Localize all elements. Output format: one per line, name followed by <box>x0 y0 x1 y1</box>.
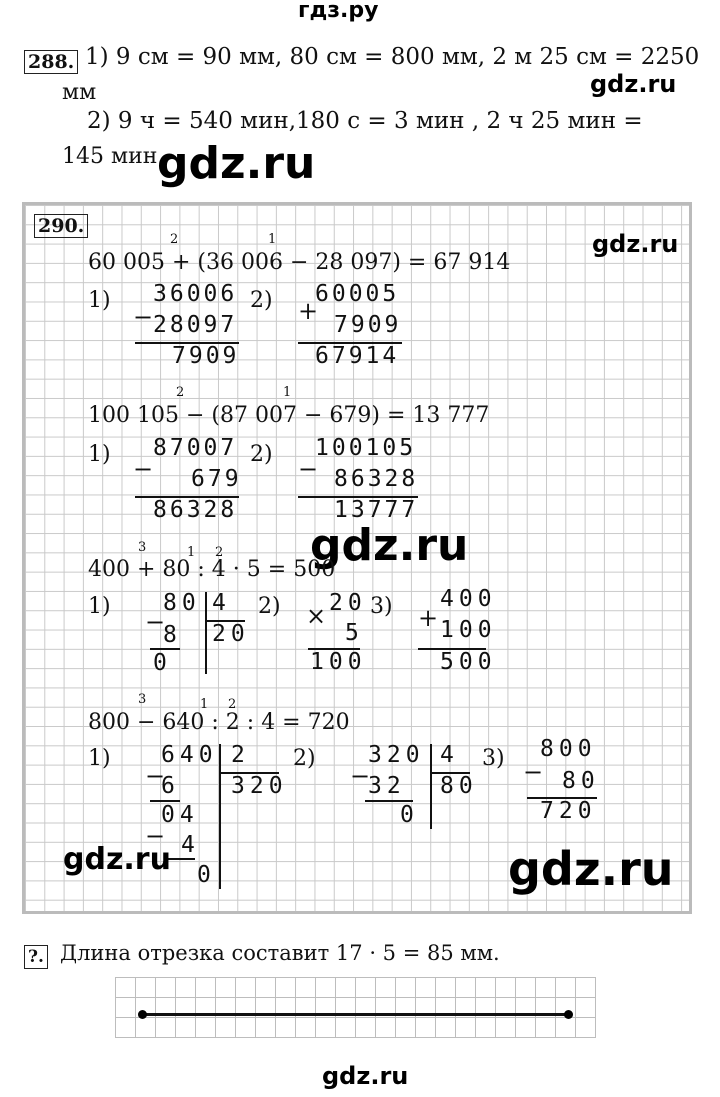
operator-sign: + <box>418 604 439 632</box>
operand: 80 <box>562 768 600 794</box>
step-label: 1) <box>88 746 111 771</box>
task-290-number: 290. <box>34 214 88 238</box>
operator-sign: − <box>145 822 166 850</box>
step-label: 1) <box>88 594 111 619</box>
quotient: 80 <box>440 773 478 799</box>
partial-dividend: 04 <box>161 802 199 828</box>
task-288-line1: 1) 9 см = 90 мм, 80 см = 800 мм, 2 м 25 см = 2250 <box>85 44 700 70</box>
operand: 28097 <box>153 312 238 338</box>
step-label: 2) <box>250 442 273 467</box>
dividend: 320 <box>368 742 425 768</box>
step-label: 2) <box>258 594 281 619</box>
expression-3: 400 + 80 : 4 · 5 = 500 <box>88 557 336 582</box>
dividend: 640 <box>161 742 218 768</box>
subtrahend: 6 <box>161 773 180 799</box>
expression-4: 800 − 640 : 2 : 4 = 720 <box>88 710 350 735</box>
subtrahend: 4 <box>181 832 200 858</box>
watermark: gdz.ru <box>157 138 316 189</box>
step-label: 2) <box>293 746 316 771</box>
remainder: 0 <box>153 650 172 676</box>
division-bar <box>205 592 207 674</box>
order-mark: 2 <box>228 697 237 712</box>
order-mark: 1 <box>200 697 209 712</box>
remainder: 0 <box>197 862 216 888</box>
operator-sign: − <box>145 762 166 790</box>
order-mark: 3 <box>138 692 147 707</box>
task-288-number: 288. <box>24 50 78 74</box>
subtrahend: 32 <box>368 773 406 799</box>
result: 67914 <box>315 343 400 369</box>
operand: 5 <box>345 620 364 646</box>
order-mark: 1 <box>283 385 292 400</box>
expression-1: 60 005 + (36 006 − 28 097) = 67 914 <box>88 250 511 275</box>
task-288-line2: 2) 9 ч = 540 мин,180 с = 3 мин , 2 ч 25 мин = <box>87 108 643 134</box>
watermark: gdz.ru <box>310 520 469 571</box>
result: 500 <box>440 649 497 675</box>
order-mark: 3 <box>138 540 147 555</box>
remainder: 0 <box>400 802 419 828</box>
operand: 60005 <box>315 281 400 307</box>
step-label: 3) <box>370 594 393 619</box>
divisor: 2 <box>231 742 250 768</box>
operand: 100 <box>440 617 497 643</box>
step-label: 1) <box>88 442 111 467</box>
division-bar <box>219 744 221 889</box>
order-mark: 2 <box>176 385 185 400</box>
operator-sign: − <box>145 608 166 636</box>
operand: 87007 <box>153 435 238 461</box>
operator-sign: − <box>350 762 371 790</box>
order-mark: 1 <box>187 545 196 560</box>
watermark: gdz.ru <box>592 230 679 258</box>
result: 100 <box>310 649 367 675</box>
operator-sign: − <box>133 455 154 483</box>
operand: 86328 <box>334 466 419 492</box>
step-label: 2) <box>250 288 273 313</box>
question-mark-box: ?. <box>24 945 48 969</box>
segment-endpoint <box>564 1010 573 1019</box>
order-mark: 2 <box>170 232 179 247</box>
operator-sign: − <box>523 758 544 786</box>
divisor: 4 <box>440 742 459 768</box>
result: 13777 <box>334 497 419 523</box>
operator-sign: × <box>306 602 327 630</box>
order-mark: 1 <box>268 232 277 247</box>
operand: 100105 <box>315 435 417 461</box>
operator-sign: + <box>298 297 319 325</box>
operand: 679 <box>191 466 242 492</box>
task-288-line2b: 145 мин <box>62 144 158 169</box>
result: 86328 <box>153 497 238 523</box>
expression-2: 100 105 − (87 007 − 679) = 13 777 <box>88 403 490 428</box>
segment-line <box>142 1013 570 1016</box>
step-label: 3) <box>482 746 505 771</box>
subtrahend: 8 <box>163 622 182 648</box>
operand: 7909 <box>334 312 402 338</box>
result: 720 <box>540 798 597 824</box>
watermark: gdz.ru <box>590 70 677 98</box>
task-288-line1b: мм <box>62 80 97 105</box>
segment-endpoint <box>138 1010 147 1019</box>
divisor: 4 <box>212 590 231 616</box>
operand: 400 <box>440 586 497 612</box>
question-text: Длина отрезка составит 17 · 5 = 85 мм. <box>60 941 500 965</box>
operand: 36006 <box>153 281 238 307</box>
operand: 800 <box>540 736 597 762</box>
dividend: 80 <box>163 590 201 616</box>
watermark: gdz.ru <box>63 842 171 877</box>
operand: 20 <box>329 590 367 616</box>
division-bar <box>430 744 432 829</box>
watermark: gdz.ru <box>322 1062 409 1090</box>
result: 7909 <box>172 343 240 369</box>
site-header: гдз.ру <box>298 0 379 23</box>
step-label: 1) <box>88 288 111 313</box>
segment-grid <box>115 977 596 1038</box>
order-mark: 2 <box>215 545 224 560</box>
operator-sign: − <box>133 303 154 331</box>
quotient: 320 <box>231 773 288 799</box>
watermark: gdz.ru <box>508 842 674 896</box>
operator-sign: − <box>298 455 319 483</box>
quotient: 20 <box>212 621 250 647</box>
